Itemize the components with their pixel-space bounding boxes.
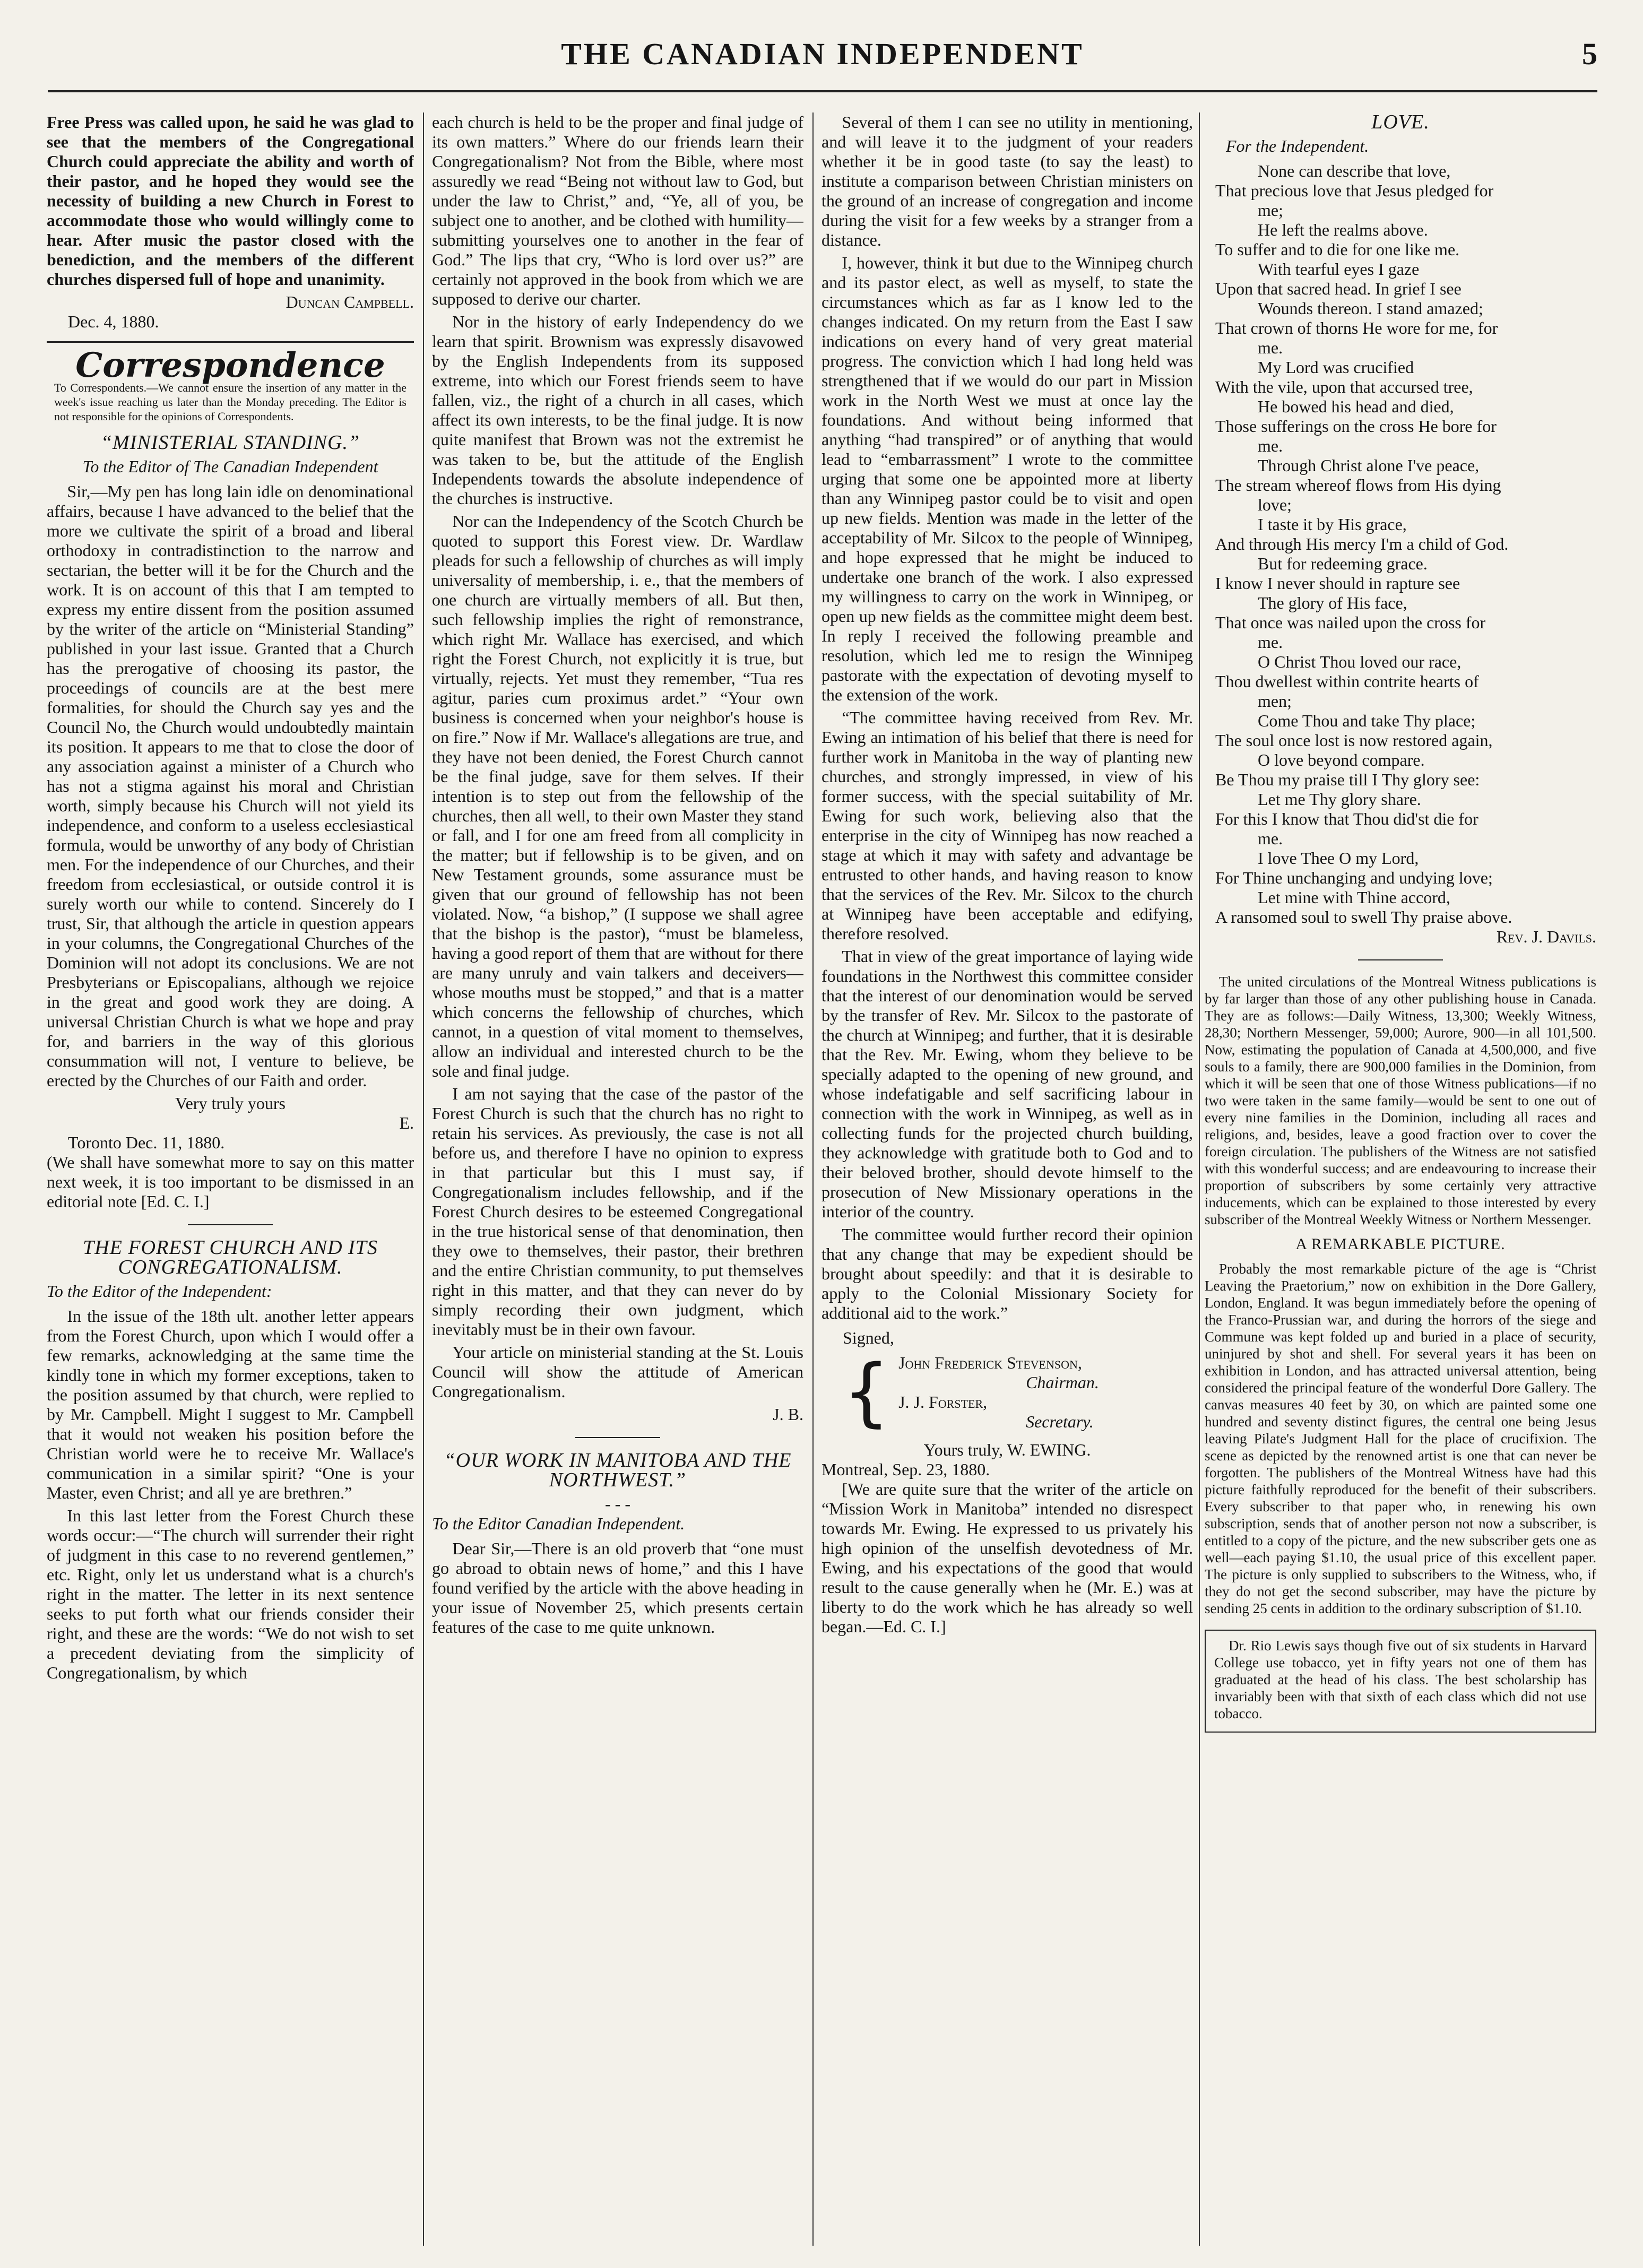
article-paragraph: Dear Sir,—There is an old proverb that “one must go abroad to obtain news of home,” and this I have found verified by the article with the above heading in your issue of November 25, which presents certain features of the case to me quite unknown. bbox=[432, 1539, 803, 1637]
article-addressee: To the Editor of The Canadian Independent bbox=[82, 457, 378, 476]
article-paragraph: each church is held to be the proper and final judge of its own matters.” Where do our friends learn their Congregationalism? Not from the Bible, where most assuredly we read “Being not without law to God, but under the law to Christ,” and, “Ye, all of you, be subject one to another, and be clothed with humility—submitting yourselves one to another in the fear of God.” The lips that cry, “Who is lord over us?” are certainly not approved in the book from which we are supposed to derive our charter. bbox=[432, 112, 803, 308]
article-title-remarkable-picture: A REMARKABLE PICTURE. bbox=[1295, 1235, 1506, 1253]
poem-line: With the vile, upon that accursed tree, bbox=[1215, 377, 1473, 396]
picture-notice bbox=[1205, 1260, 1596, 1617]
letter-date: Toronto Dec. 11, 1880. bbox=[68, 1133, 225, 1152]
poem-line: That once was nailed upon the cross for bbox=[1215, 613, 1486, 632]
poem-line: Those sufferings on the cross He bore for bbox=[1215, 417, 1497, 436]
poem-line: Upon that sacred head. In grief I see bbox=[1215, 279, 1462, 298]
column-divider bbox=[423, 112, 424, 2246]
article-title-our-work: “OUR WORK IN MANITOBA AND THE NORTHWEST.” bbox=[444, 1449, 792, 1491]
poem-line: O Christ Thou loved our race, bbox=[1258, 652, 1462, 671]
signatory-role: Chairman. bbox=[1026, 1373, 1099, 1392]
notice-paragraph: Probably the most remarkable picture of the age is “Christ Leaving the Praetorium,” now on exhibition in the Dore Gallery, London, England. It was begun immediately before the opening of the Franco-Prussian war, and during the horrors of the siege and Commune was kept folded up and buried in a place of security, uninjured by shot and shell. For several years it has been on exhibition in London, and has attracted universal attention, being considered the principal feature of the wonderful Dore Gallery. The canvas measures 40 feet by 30, on which are painted some one hundred and seventy distinct figures, the central one being Jesus leaving Pilate's Judgment Hall for the place of crucifixion. The scene as depicted by the renowned artist is one that can never be forgotten. The publishers of the Montreal Witness have had this picture faithfully reproduced for the benefit of their subscribers. Every subscriber to that paper who, in renewing his own subscription, sends that of another person not now a subscriber, is entitled to a copy of the picture, and the new subscriber gets one as well—each paying $1.10, the usual price of this excellent paper. The picture is only supplied to subscribers to the Witness, who, if they do not get the second subscriber, may have the picture by sending 25 cents in addition to the ordinary subscription of $1.10. bbox=[1205, 1261, 1596, 1616]
poem-line: me. bbox=[1258, 633, 1283, 652]
poem-body bbox=[1205, 161, 1596, 927]
poem-line: Let me Thy glory share. bbox=[1258, 790, 1421, 809]
free-press-signature: Duncan Campbell. bbox=[286, 292, 414, 311]
poem-line: I know I never should in rapture see bbox=[1215, 574, 1460, 593]
free-press-date: Dec. 4, 1880. bbox=[68, 312, 159, 331]
poem-line: A ransomed soul to swell Thy praise above. bbox=[1215, 907, 1512, 927]
section-rule bbox=[47, 341, 414, 343]
poem-line: I taste it by His grace, bbox=[1258, 515, 1407, 534]
poem-line: For Thine unchanging and undying love; bbox=[1215, 868, 1493, 887]
poem-line: I love Thee O my Lord, bbox=[1258, 849, 1419, 868]
section-divider bbox=[188, 1224, 273, 1225]
signatory-role: Secretary. bbox=[1026, 1412, 1094, 1431]
article-paragraph: In the issue of the 18th ult. another letter appears from the Forest Church, upon which I would offer a few remarks, acknowledging at the same time the kindly tone in which my former exceptions, taken to the position assumed by that church, were replied to by Mr. Campbell. Might I suggest to Mr. Campbell that it would not weaken his position before the Christian world were he to receive Mr. Wallace's communication in a similar spirit? “One is your Master, even Christ; and all ye are brethren.” bbox=[47, 1306, 414, 1502]
article-addressee: To the Editor of the Independent: bbox=[47, 1282, 272, 1301]
article-paragraph: “The committee having received from Rev. Mr. Ewing an intimation of his belief that there is need for further work in Manitoba in the way of planting new churches, and strongly impressed, in view of his former success, with the special suitability of Mr. Ewing for such work, believing also that the enterprise in the city of Winnipeg has now reached a stage at which it may with safety and advantage be entrusted to other hands, and having reason to know that the services of the Rev. Mr. Silcox to the church at Winnipeg have been acceptable and edifying, therefore resolved. bbox=[822, 708, 1193, 943]
poem-signature: Rev. J. Davils. bbox=[1496, 927, 1596, 946]
page-number: 5 bbox=[1582, 37, 1597, 71]
poem-line: None can describe that love, bbox=[1258, 161, 1451, 180]
article-paragraph: The committee would further record their opinion that any change that may be expedient should be brought about speedily: and that it is desirable to apply to the Colonial Missionary Society for additional aid to the work.” bbox=[822, 1225, 1193, 1322]
poem-line: That precious love that Jesus pledged for bbox=[1215, 181, 1494, 200]
tobacco-notice-box bbox=[1205, 1630, 1596, 1733]
poem-line: But for redeeming grace. bbox=[1258, 554, 1428, 573]
article-paragraph: I, however, think it but due to the Winnipeg church and its pastor elect, as well as myself, to state the circumstances which as far as I know led to the changes indicated. On my return from the East I saw indications on every hand of very great material progress. The conviction which I had long held was strengthened that if we would do our part in Mission work in the North West we must at once lay the foundations. And without being informed that anything “had transpired” or of anything that would lead to “embarrassment” I wrote to the committee urging that some one be appointed more at liberty than any Winnipeg pastor could be to visit and open up new fields. Mention was made in the letter of the acceptability of Mr. Silcox to the people of Winnipeg, and hope expressed that he might be induced to undertake one branch of the work. I also expressed my willingness to carry on the work in Winnipeg, or open up new fields as the committee might deem best. In reply I received the following preamble and resolution, which led me to resign the Winnipeg pastorate with the expectation of devoting myself to the extension of the work. bbox=[822, 253, 1193, 704]
column-1 bbox=[47, 112, 414, 2246]
article-paragraph: In this last letter from the Forest Church these words occur:—“The church will surrender their right of judgment in this case to no reverend gentlemen,” etc. Right, only let us understand what is a church's right in the matter. The letter in its next sentence seeks to put forth what our friends consider their right, and these are the words: “We do not wish to set a precedent deviating from the simplicity of Congregationalism, by which bbox=[47, 1506, 414, 1682]
article-addressee: To the Editor Canadian Independent. bbox=[432, 1514, 685, 1533]
article-paragraph: Several of them I can see no utility in mentioning, and will leave it to the judgment of your readers whether it be in good taste (to say the least) to institute a comparison between Christian ministers on the ground of an increase of congregation and income during the visit for a few weeks by a stranger from a distance. bbox=[822, 112, 1193, 249]
poem-line: Let mine with Thine accord, bbox=[1258, 888, 1450, 907]
poem-line: That crown of thorns He wore for me, for bbox=[1215, 318, 1498, 337]
signatory-name: John Frederick Stevenson, bbox=[898, 1353, 1082, 1372]
poem-line: He bowed his head and died, bbox=[1258, 397, 1454, 416]
poem-line: O love beyond compare. bbox=[1258, 750, 1425, 769]
poem-dedication: For the Independent. bbox=[1226, 136, 1369, 155]
letter-closing: Very truly yours bbox=[175, 1094, 286, 1113]
poem-line: He left the realms above. bbox=[1258, 220, 1428, 239]
poem-line: Be Thou my praise till I Thy glory see: bbox=[1215, 770, 1480, 789]
witness-notice bbox=[1205, 973, 1596, 1228]
column-3 bbox=[822, 112, 1193, 2246]
section-divider bbox=[1358, 959, 1443, 960]
article-paragraph: I am not saying that the case of the pastor of the Forest Church is such that the church has no right to retain his services. As previously, the case is not all before us, and therefore I have no opinion to express in that particular but this I must say, if Congregationalism includes fellowship, and if the Forest Church desires to be esteemed Congregational in the true historical sense of that denomination, then they owe to themselves, their pastor, their brethren and the entire Christian community, to put themselves right in this matter, and that they can never do by simply recording their own judgment, which inevitably must be in their own favour. bbox=[432, 1084, 803, 1339]
poem-line: me. bbox=[1258, 436, 1283, 455]
masthead bbox=[48, 21, 1597, 85]
poem-line: The soul once lost is now restored again, bbox=[1215, 731, 1493, 750]
poem-line: For this I know that Thou did'st die for bbox=[1215, 809, 1478, 828]
letter-signature: J. B. bbox=[773, 1405, 803, 1424]
poem-line: me; bbox=[1258, 201, 1283, 220]
signatories bbox=[843, 1349, 1193, 1435]
poem-line: men; bbox=[1258, 691, 1292, 711]
poem-line: me. bbox=[1258, 338, 1283, 357]
article-paragraph: That in view of the great importance of laying wide foundations in the Northwest this committee consider that the interest of our denomination would be served by the transfer of Rev. Mr. Silcox to the pastorate of the church at Winnipeg; and further, that it is desirable that the Rev. Mr. Ewing, whom they believe to be specially adapted to the opening of new ground, and whose indefatigable and self sacrificing labour in connection with the work in Winnipeg, as well as in collecting funds for the projected church building, they acknowledge with gratitude both to God and to their beloved brother, should devote himself to the prosecution of New Missionary operations in the interior of the country. bbox=[822, 947, 1193, 1221]
free-press-paragraph: Free Press was called upon, he said he was glad to see that the members of the Congregational Church could appreciate the ability and worth of their pastor, and he hoped they would see the necessity of building a new Church in Forest to accommodate those who would willingly come to hear. After music the pastor closed with the benediction, and the members of the different churches dispersed full of hope and unanimity. bbox=[47, 112, 414, 289]
editor-note: [We are quite sure that the writer of the article on “Mission Work in Manitoba” intended no disrespect towards Mr. Ewing. He expressed to us privately his high opinion of the unselfish devotedness of Mr. Ewing, and his expectations of the good that would result to the cause generally when he (Mr. E.) was at liberty to do the work which he has already so well began.—Ed. C. I.] bbox=[822, 1479, 1193, 1636]
editor-note: (We shall have somewhat more to say on this matter next week, it is too important to be dismissed in an editorial note [Ed. C. I.] bbox=[47, 1153, 414, 1211]
article-paragraph: Sir,—My pen has long lain idle on denominational affairs, because I have advanced to the belief that the more we cultivate the spirit of a broad and liberal orthodoxy in contradistinction to the narrow and sectarian, the better will it be for the Church and the work. It is on account of this that I am tempted to express my entire dissent from the position assumed by the writer of the article on “Ministerial Standing” published in your last issue. Granted that a Church has the prerogative of choosing its pastor, the proceedings of councils are at the best mere formalities, for should the Church say yes and the Council No, the Church would undoubtedly maintain its position. It appears to me that to close the door of any association against a minister of a Church who has not a stigma against his moral and Christian worth, simply because his Church will not yield its independence, and conform to a useless ecclesiastical formula, would be unworthy of any body of Christian men. For the independence of our Churches, and their freedom from ecclesiastical, or outside control it is surely worth our while to contend. Sincerely do I trust, Sir, that although the article in question appears in your columns, the Congregational Churches of the Dominion will not adopt its conclusions. We are not Presbyterians or Episcopalians, although we rejoice in the great and good work they are doing. A universal Christian Church is what we hope and pray for, and barriers in the way of this glorious consummation will not, I venture to believe, be erected by the Churches of our Faith and order. bbox=[47, 482, 414, 1090]
poem-line: With tearful eyes I gaze bbox=[1258, 259, 1420, 279]
poem-line: Wounds thereon. I stand amazed; bbox=[1258, 299, 1483, 318]
correspondence-heading: Correspondence bbox=[75, 345, 385, 385]
notice-paragraph: The united circulations of the Montreal Witness publications is by far larger than those of any other publishing house in Canada. They are as follows:—Daily Witness, 13,300; Weekly Witness, 28,30; Northern Messenger, 59,000; Aurore, 900—in all 101,500. Now, estimating the population of Canada at 4,500,000, and five souls to a family, there are 900,000 families in the Dominion, from which it will be seen that one of those Witness publications—if no two were taken in the same family—would be sent to one out of every nine families in the Dominion, including all races and religions, and, besides, leave a good fraction over to cover the foreign circulation. The publishers of the Witness are not satisfied with this wonderful success; and are endeavouring to increase their proportion of subscribers by some certainly very attractive inducements, which can be explained to those interested by every subscriber of the Montreal Weekly Witness or Northern Messenger. bbox=[1205, 974, 1596, 1227]
section-divider bbox=[575, 1437, 660, 1438]
poem-line: And through His mercy I'm a child of God. bbox=[1215, 534, 1509, 553]
letter-closing: Yours truly, W. EWING. bbox=[923, 1440, 1091, 1459]
column-divider bbox=[1199, 112, 1200, 2246]
signed-label: Signed, bbox=[843, 1328, 894, 1347]
title-dash: - - - bbox=[605, 1494, 630, 1513]
article-paragraph: Nor can the Independency of the Scotch Church be quoted to support this Forest view. Dr. Wardlaw pleads for such a fellowship of churches as will imply universality of membership, i. e., that the members of one church are virtually members of all. But then, such fellowship implies the right of remonstrance, which right Mr. Wallace has exercised, and which right the Forest Church, not explicitly it is true, but virtually, rejects. Yet must they remember, “Tua res agitur, paries cum proximus ardet.” “Your own business is concerned when your neighbor's house is on fire.” Now if Mr. Wallace's allegations are true, and they have not been denied, the Forest Church cannot be the final judge, save for them selves. If their intention is to step out from the fellowship of the churches, then all well, to their own Master they stand or fall, and I for one am freed from all complicity in the matter; but if fellowship is to be given, and on New Testament grounds, some assurance must be given that our ground of fellowship has not been violated. Now, “a bishop,” (I suppose we shall agree that the bishop is the pastor), “must be blameless, having a good report of them that are without for there are many unruly and vain talkers and deceivers—whose mouths must be stopped,” and that is a matter which concerns the fellowship of churches, which cannot, in a question of vital moment to themselves, allow an individual and interested church to be the sole and final judge. bbox=[432, 512, 803, 1080]
notice-paragraph: Dr. Rio Lewis says though five out of six students in Harvard College use tobacco, yet in fifty years not one of them has graduated at the head of his class. The best scholarship has invariably been with that sixth of each class which did not use tobacco. bbox=[1214, 1638, 1587, 1721]
masthead-title: THE CANADIAN INDEPENDENT bbox=[561, 37, 1084, 71]
signatory-name: J. J. Forster, bbox=[898, 1392, 988, 1412]
article-paragraph: Your article on ministerial standing at the St. Louis Council will show the attitude of American Congregationalism. bbox=[432, 1343, 803, 1401]
poem-title: LOVE. bbox=[1371, 112, 1430, 133]
poem-line: The glory of His face, bbox=[1258, 593, 1407, 612]
poem-line: To suffer and to die for one like me. bbox=[1215, 240, 1460, 259]
poem-line: love; bbox=[1258, 495, 1292, 514]
letter-date: Montreal, Sep. 23, 1880. bbox=[822, 1460, 990, 1479]
article-title-forest-church: THE FOREST CHURCH AND ITS CONGREGATIONALISM. bbox=[83, 1236, 378, 1278]
article-paragraph: Nor in the history of early Independency do we learn that spirit. Brownism was expressly disavowed by the English Independents from its supposed extreme, into which our Forest friends seem to have fallen, viz., the right of a church in all cases, which affect its own interests, to be the final judge. It is now quite manifest that Brown was not the extremist he was taken to be, but the attitude of the English Independents towards the absolute independence of the churches is instructive. bbox=[432, 312, 803, 508]
poem-line: Thou dwellest within contrite hearts of bbox=[1215, 672, 1479, 691]
poem-line: Through Christ alone I've peace, bbox=[1258, 456, 1480, 475]
correspondence-note: To Correspondents.—We cannot ensure the insertion of any matter in the week's issue reaching us later than the Monday preceding. The Editor is not responsible for the opinions of Correspondents. bbox=[54, 381, 407, 423]
masthead-rule bbox=[48, 90, 1597, 92]
poem-line: me. bbox=[1258, 829, 1283, 848]
poem-line: My Lord was crucified bbox=[1258, 358, 1414, 377]
letter-signature: E. bbox=[399, 1113, 414, 1132]
article-title-ministerial-standing: “MINISTERIAL STANDING.” bbox=[100, 431, 360, 454]
column-4 bbox=[1205, 112, 1596, 2246]
brace-icon: { bbox=[843, 1349, 890, 1435]
poem-line: The stream whereof flows from His dying bbox=[1215, 475, 1501, 495]
column-2 bbox=[432, 112, 803, 2246]
poem-line: Come Thou and take Thy place; bbox=[1258, 711, 1476, 730]
column-divider bbox=[812, 112, 814, 2246]
